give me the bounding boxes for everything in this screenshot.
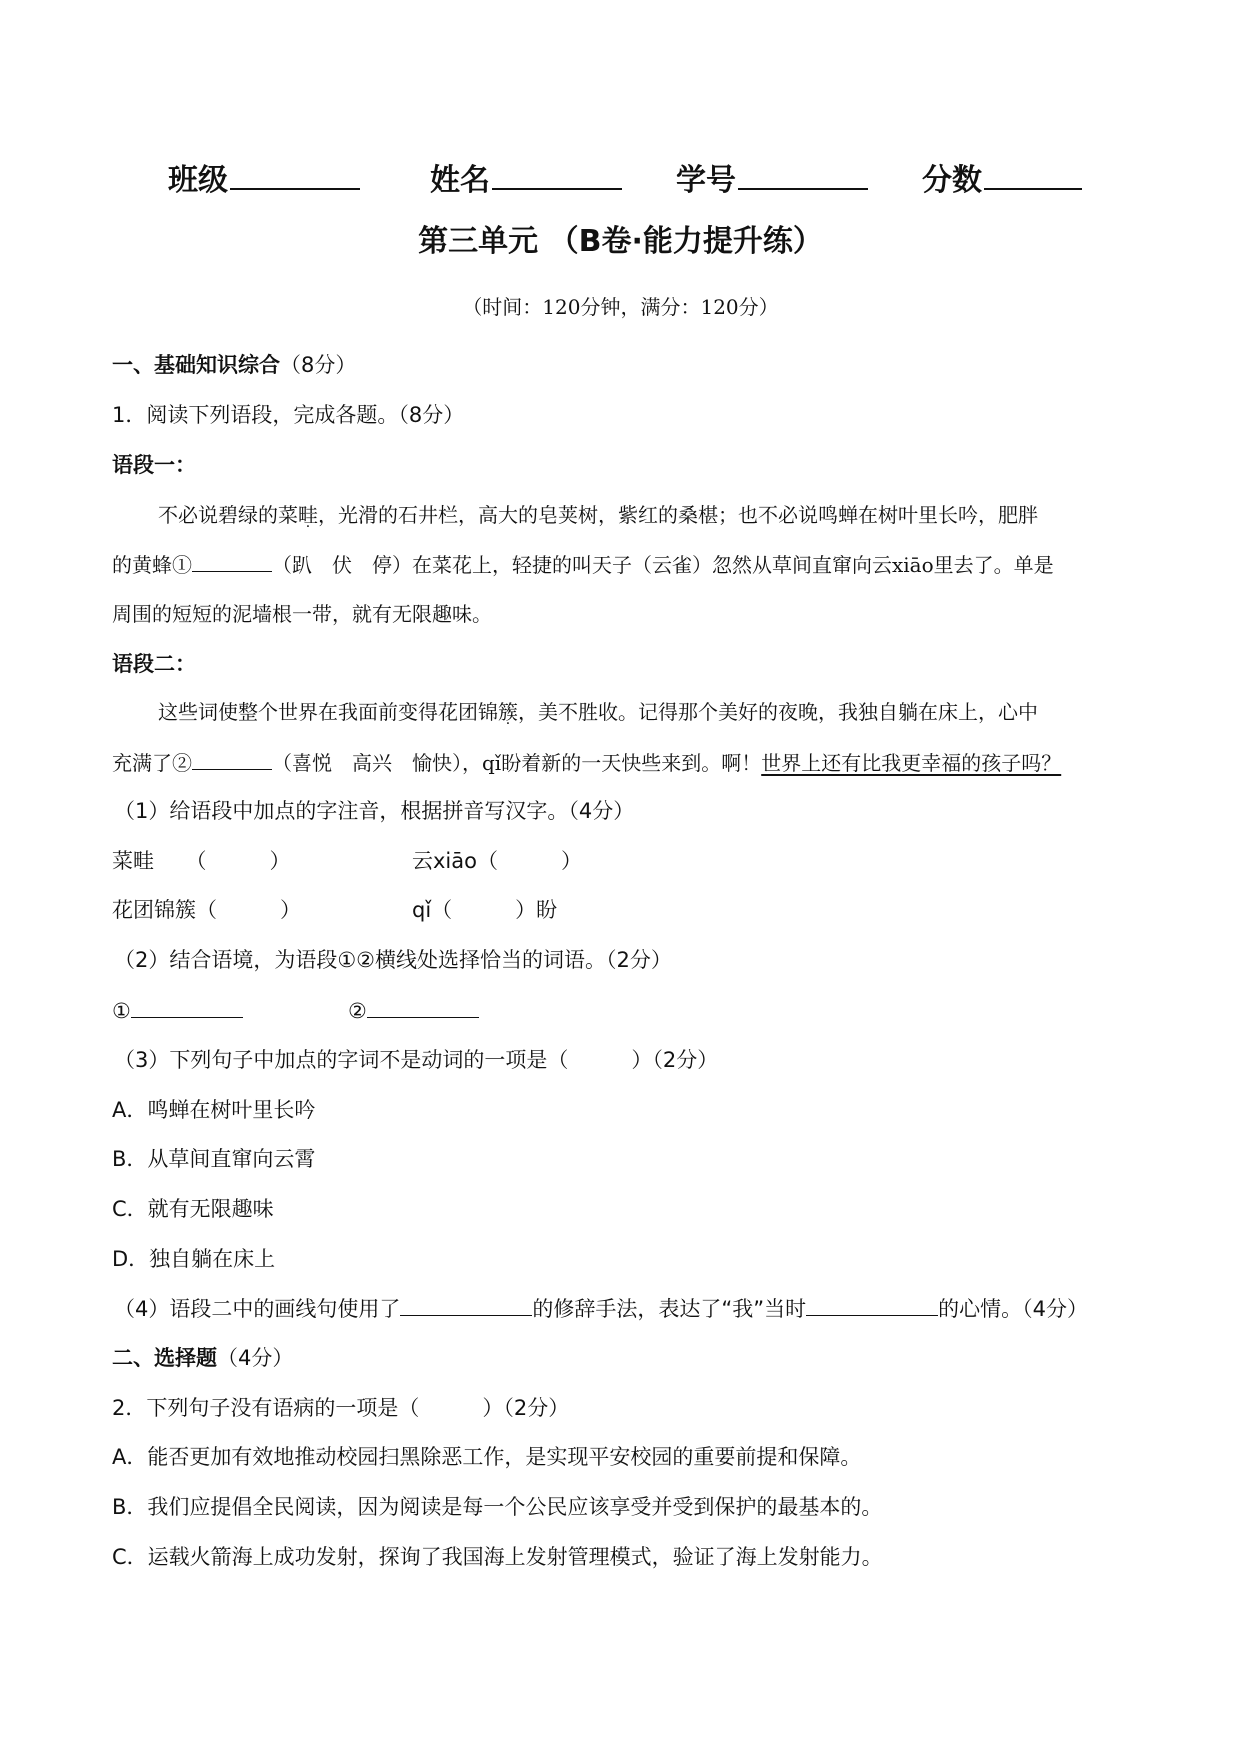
passage1-line3: 周围的短短的泥墙根一带，就有无限趣味。 [112, 602, 492, 626]
section2-heading [112, 1343, 293, 1373]
page-subtitle: （时间：120分钟，满分：120分） [462, 295, 779, 319]
section1-title: 一、基础知识综合 [112, 353, 280, 377]
class-field [168, 160, 360, 199]
score-label: 分数 [922, 163, 982, 198]
sq4-blank-1[interactable] [400, 1293, 532, 1316]
subquestion-4: （4）语段二中的画线句使用了 的修辞手法，表达了“我”当时 的心情。（4分） [114, 1293, 1088, 1324]
blank-1[interactable] [192, 549, 272, 572]
underlined-sentence: 世界上还有比我更幸福的孩子吗？ [761, 751, 1062, 775]
subquestion-2: （2）结合语境，为语段①②横线处选择恰当的词语。（2分） [114, 948, 672, 972]
answer-blank-1[interactable] [131, 995, 243, 1018]
q2-option-c[interactable]: C．运载火箭海上成功发射，探询了我国海上发射管理模式，验证了海上发射能力。 [112, 1545, 883, 1569]
passage2-label: 语段二： [112, 652, 196, 676]
passage1-line2: 的黄蜂① （趴 伏 停）在菜花上，轻捷的叫天子（云雀）忽然从草间直窜向云xiāo里去了。单是 [112, 549, 1054, 580]
score-blank[interactable] [984, 160, 1082, 190]
sq2-answer-1: ① [112, 995, 243, 1026]
passage2-line2: 充满了② （喜悦 高兴 愉快），qǐ盼着新的一天快些来到。啊！世界上还有比我更幸福的孩子吗？ [112, 747, 1061, 778]
number-blank[interactable] [738, 160, 868, 190]
subquestion-3: （3）下列句子中加点的字词不是动词的一项是（ ）（2分） [114, 1048, 719, 1072]
dotted-char: 畦 [298, 503, 318, 527]
section1-heading [112, 350, 356, 380]
dotted-char: 簇 [498, 700, 518, 724]
name-label: 姓名 [430, 163, 490, 198]
q2-option-a[interactable]: A．能否更加有效地推动校园扫黑除恶工作，是实现平安校园的重要前提和保障。 [112, 1445, 862, 1469]
page-title: 第三单元 （B卷·能力提升练） [418, 224, 823, 259]
question-2: 2．下列句子没有语病的一项是（ ）（2分） [112, 1396, 570, 1420]
number-label: 学号 [676, 163, 736, 198]
subquestion-1: （1）给语段中加点的字注音，根据拼音写汉字。（4分） [114, 799, 635, 823]
class-blank[interactable] [230, 160, 360, 190]
section2-score: （4分） [217, 1346, 294, 1370]
question-1: 1．阅读下列语段，完成各题。（8分） [112, 403, 465, 427]
number-field [676, 160, 868, 199]
sq3-option-b[interactable]: B．从草间直窜向云霄 [112, 1147, 316, 1171]
name-blank[interactable] [492, 160, 622, 190]
passage1-label: 语段一： [112, 453, 196, 477]
blank-2[interactable] [192, 747, 272, 770]
sq4-blank-2[interactable] [806, 1293, 938, 1316]
section1-score: （8分） [280, 353, 357, 377]
q2-option-b[interactable]: B．我们应提倡全民阅读，因为阅读是每一个公民应该享受并受到保护的最基本的。 [112, 1495, 883, 1519]
passage1-line1: 不必说碧绿的菜畦，光滑的石井栏，高大的皂荚树，紫红的桑椹；也不必说鸣蝉在树叶里长吟，肥胖 [158, 503, 1038, 527]
sq3-option-d[interactable]: D．独自躺在床上 [112, 1247, 276, 1271]
sq3-option-a[interactable]: A．鸣蝉在树叶里长吟 [112, 1098, 316, 1122]
name-field [430, 160, 622, 199]
passage2-line1: 这些词使整个世界在我面前变得花团锦簇，美不胜收。记得那个美好的夜晚，我独自躺在床上，心中 [158, 700, 1038, 724]
sq2-answer-2: ② [348, 995, 479, 1026]
sq1-item-d: qǐ（ ）盼 [412, 898, 558, 922]
answer-blank-2[interactable] [367, 995, 479, 1018]
section2-title: 二、选择题 [112, 1346, 217, 1370]
sq1-item-a: 菜畦 （ ） [112, 849, 291, 873]
sq3-option-c[interactable]: C．就有无限趣味 [112, 1197, 274, 1221]
sq1-item-c: 花团锦簇（ ） [112, 898, 301, 922]
score-field [922, 160, 1082, 199]
sq1-item-b: 云xiāo（ ） [412, 849, 582, 873]
class-label: 班级 [168, 163, 228, 198]
